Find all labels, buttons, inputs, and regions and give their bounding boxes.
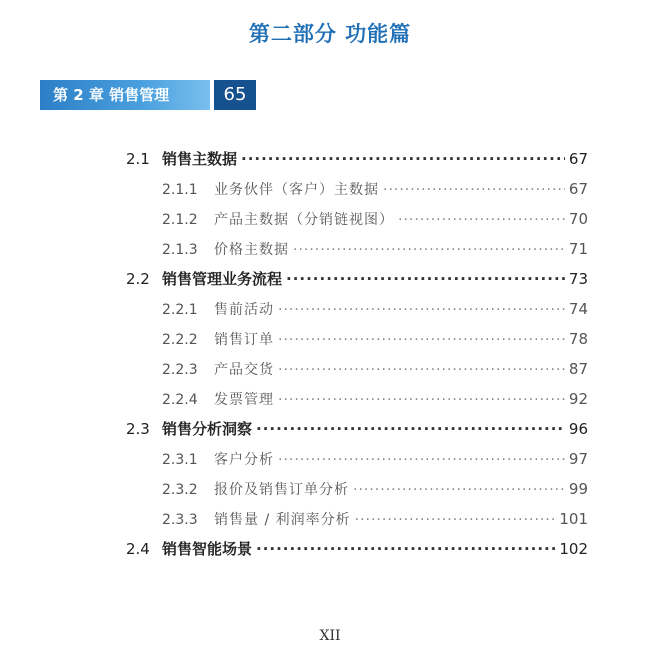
- toc-entry-page: 101: [559, 510, 588, 528]
- dot-leader: [278, 449, 565, 471]
- toc-entry-number: 2.1.3: [162, 242, 198, 258]
- toc-entry-number: 2.2: [126, 270, 150, 288]
- toc-entry-number: 2.2.3: [162, 362, 198, 378]
- toc-entry-page: 73: [568, 270, 588, 288]
- toc-entry-number: 2.4: [126, 540, 150, 558]
- toc-subsection-entry: [162, 478, 588, 500]
- toc-entry-title: 销售订单: [214, 332, 274, 348]
- toc-section-entry: [126, 148, 588, 170]
- toc-entry-number: 2.2.4: [162, 392, 198, 408]
- toc-entry-title: 发票管理: [214, 392, 274, 408]
- toc-entry-title: 客户分析: [214, 452, 274, 468]
- toc-entry-title: 销售智能场景: [162, 540, 253, 558]
- toc-entry-number: 2.3: [126, 420, 150, 438]
- toc-entry-title: 销售分析洞察: [162, 420, 253, 438]
- toc-entry-title: 价格主数据: [214, 242, 289, 258]
- toc-entry-number: 2.3.2: [162, 482, 198, 498]
- toc-entry-page: 70: [568, 210, 588, 228]
- toc-subsection-entry: [162, 448, 588, 470]
- toc-subsection-entry: [162, 328, 588, 350]
- toc-entry-page: 74: [568, 300, 588, 318]
- toc-entry-page: 92: [568, 390, 588, 408]
- toc-entry-page: 67: [568, 150, 588, 168]
- toc-section-entry: [126, 538, 588, 560]
- toc-entry-number: 2.1: [126, 150, 150, 168]
- toc-entry-title: 报价及销售订单分析: [214, 482, 349, 498]
- part-title: 第二部分 功能篇: [248, 21, 412, 46]
- toc-entry-page: 97: [568, 450, 588, 468]
- toc-entry-title: 销售量 / 利润率分析: [214, 512, 351, 528]
- toc-entry-title: 产品主数据（分销链视图）: [214, 212, 394, 228]
- toc-subsection-entry: [162, 238, 588, 260]
- dot-leader: [278, 329, 565, 351]
- toc-subsection-entry: [162, 298, 588, 320]
- toc-section-entry: [126, 268, 588, 290]
- dot-leader: [293, 239, 565, 261]
- dot-leader: [353, 479, 565, 501]
- toc-subsection-entry: [162, 388, 588, 410]
- toc-subsection-entry: [162, 178, 588, 200]
- dot-leader: [398, 209, 565, 231]
- dot-leader: [256, 538, 555, 560]
- toc-entry-title: 产品交货: [214, 362, 274, 378]
- dot-leader: [278, 389, 565, 411]
- toc-entry-title: 销售主数据: [162, 150, 238, 168]
- toc-entry-page: 99: [568, 480, 588, 498]
- toc-subsection-entry: [162, 508, 588, 530]
- dot-leader: [241, 148, 565, 170]
- toc-subsection-entry: [162, 358, 588, 380]
- toc-entry-page: 96: [568, 420, 588, 438]
- toc-entry-title: 业务伙伴（客户）主数据: [214, 182, 379, 198]
- toc-entry-title: 售前活动: [214, 302, 274, 318]
- page-number: XII: [319, 628, 341, 644]
- dot-leader: [286, 268, 565, 290]
- toc-entry-number: 2.1.1: [162, 182, 198, 198]
- chapter-page-number: 65: [214, 80, 256, 110]
- dot-leader: [278, 299, 565, 321]
- toc-entry-title: 销售管理业务流程: [162, 270, 283, 288]
- toc-entry-number: 2.3.3: [162, 512, 198, 528]
- toc-entry-page: 71: [568, 240, 588, 258]
- toc-entry-page: 87: [568, 360, 588, 378]
- dot-leader: [355, 509, 556, 531]
- toc-entry-number: 2.1.2: [162, 212, 198, 228]
- toc-section-entry: [126, 418, 588, 440]
- toc-entry-page: 67: [568, 180, 588, 198]
- dot-leader: [278, 359, 565, 381]
- toc-entry-number: 2.2.2: [162, 332, 198, 348]
- chapter-heading: 第 2 章 销售管理: [40, 80, 210, 110]
- dot-leader: [256, 418, 565, 440]
- dot-leader: [383, 179, 565, 201]
- toc-entry-number: 2.2.1: [162, 302, 198, 318]
- toc-subsection-entry: [162, 208, 588, 230]
- toc-entry-page: 78: [568, 330, 588, 348]
- toc-entry-page: 102: [559, 540, 588, 558]
- toc-entry-number: 2.3.1: [162, 452, 198, 468]
